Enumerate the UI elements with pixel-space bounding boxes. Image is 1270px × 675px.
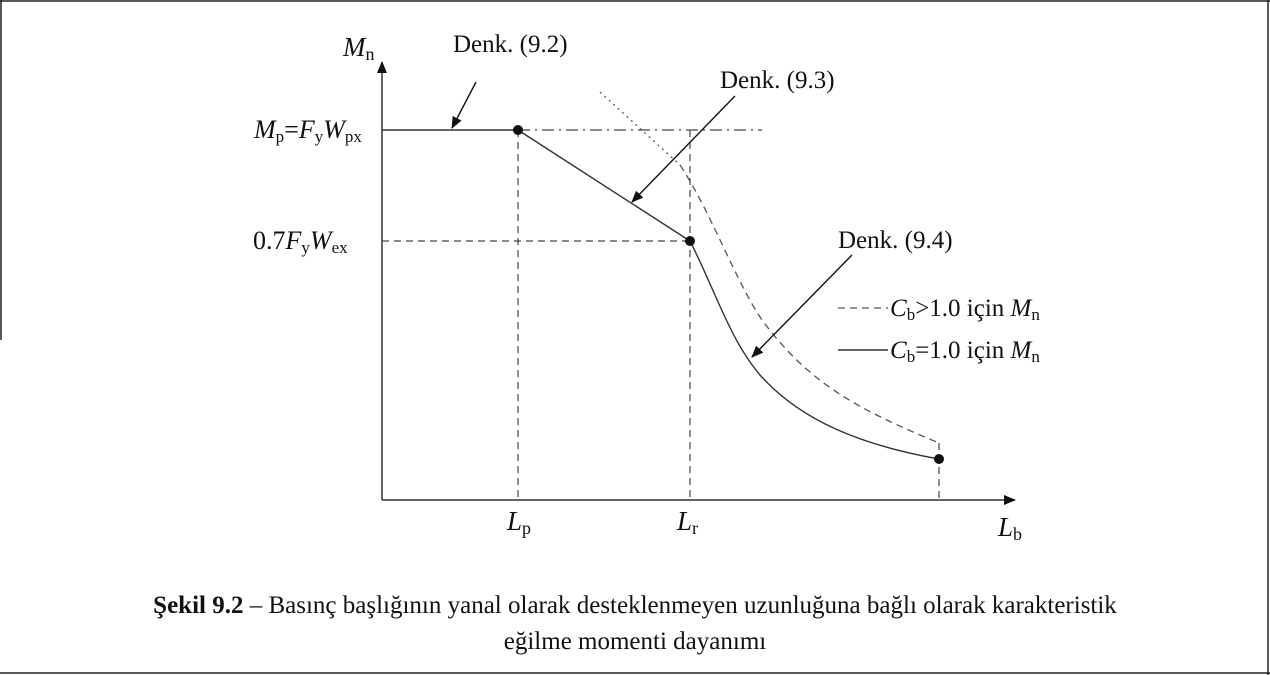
annotation-eq94-arrow xyxy=(752,255,852,357)
point-lp xyxy=(513,125,523,135)
annotation-eq94: Denk. (9.4) xyxy=(838,227,953,254)
caption-text-1: – Basınç başlığının yanal olarak desteklenmeyen uzunluğuna bağlı olarak karakteristik xyxy=(249,592,1117,619)
annotation-eq92-arrow xyxy=(452,82,476,128)
annotation-eq92: Denk. (9.2) xyxy=(453,31,568,58)
curve-cb-gt1-dotted xyxy=(600,92,680,165)
caption-line-2: eğilme momenti dayanımı xyxy=(503,628,767,655)
x-tick-lp: Lp xyxy=(507,506,532,538)
figure-caption xyxy=(0,588,1270,660)
x-tick-lr: Lr xyxy=(677,506,699,538)
curve-cb-1-solid xyxy=(382,130,939,459)
point-end xyxy=(934,454,944,464)
annotation-eq93-arrow xyxy=(632,96,735,202)
y-tick-mr: 0.7FyWex xyxy=(253,226,348,257)
legend-dashed-label: Cb>1.0 için Mn xyxy=(890,295,1040,324)
caption-line-1 xyxy=(0,588,1270,624)
y-axis-title: Mn xyxy=(343,32,375,64)
caption-label: Şekil 9.2 xyxy=(153,592,244,619)
y-tick-mp: Mp=FyWpx xyxy=(254,115,362,146)
x-axis-title: Lb xyxy=(998,512,1023,544)
point-lr xyxy=(685,236,695,246)
annotation-eq93: Denk. (9.3) xyxy=(720,67,835,94)
legend-solid-label: Cb=1.0 için Mn xyxy=(890,337,1040,366)
